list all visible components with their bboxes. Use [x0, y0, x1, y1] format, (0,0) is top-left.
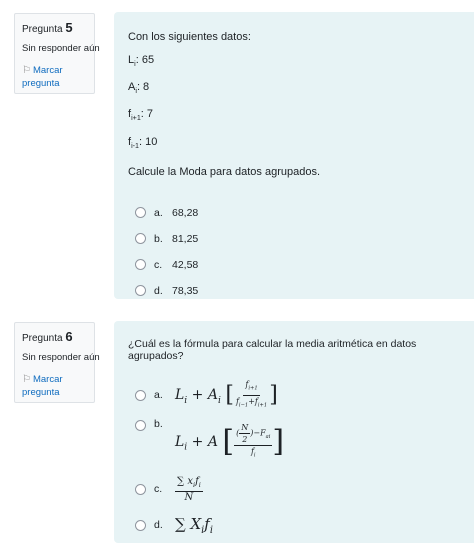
question-state: Sin responder aún	[22, 43, 100, 54]
radio-button[interactable]	[135, 207, 146, 218]
answer-option-d[interactable]: d. 78,35	[128, 278, 470, 304]
flag-label: Marcar pregunta	[22, 65, 63, 89]
answer-option-a[interactable]: a. $L_i + A_i$ [ $\frac{f_{i+1}}{f_{i-1}+f_{i+1}}$ ]	[128, 378, 470, 412]
radio-button[interactable]	[135, 259, 146, 270]
question-5-info	[14, 13, 100, 94]
flag-icon: ⚐	[22, 374, 31, 385]
radio-button[interactable]	[135, 233, 146, 244]
formula-image: $\frac{\sum x_if_i}{N}$	[177, 475, 201, 503]
question-prompt: Calcule la Moda para datos agrupados.	[128, 165, 321, 178]
question-number: Pregunta 5	[22, 20, 73, 35]
question-intro: Con los siguientes datos:	[128, 31, 251, 43]
question-5-content	[114, 12, 474, 299]
radio-button[interactable]	[135, 484, 146, 495]
answer-option-c[interactable]: c. 42,58	[128, 252, 470, 278]
formula-image: ∑ $X_if_i$	[175, 514, 213, 536]
radio-button[interactable]	[135, 390, 146, 401]
formula-image: $L_i + A_i$ [ $\frac{f_{i+1}}{f_{i-1}+f_{i+1}}$ ]	[175, 379, 278, 409]
answer-option-d[interactable]: d. ∑ $X_if_i$	[128, 512, 470, 538]
question-number: Pregunta 6	[22, 329, 73, 344]
flag-icon: ⚐	[22, 65, 31, 76]
data-item: $L_i$: 65	[128, 54, 155, 69]
flag-question-button[interactable]	[22, 373, 94, 399]
data-item: $f_{i-1}$: 10	[128, 135, 158, 150]
question-prompt: ¿Cuál es la fórmula para calcular la media aritmética en datos agrupados?	[128, 338, 417, 362]
answer-option-b[interactable]: b. $L_i + A$ [ ( $\frac{N}{2}$ )$-F_{ai}$ $f_i$ ]	[128, 416, 470, 464]
radio-button[interactable]	[135, 520, 146, 531]
data-item: $f_{i+1}$: 7	[128, 108, 154, 123]
flag-label: Marcar pregunta	[22, 374, 63, 398]
formula-image: $L_i + A$ [ ( $\frac{N}{2}$ )$-F_{ai}$ $f_i$ ]	[175, 423, 285, 459]
question-state: Sin responder aún	[22, 352, 100, 363]
answer-option-b[interactable]: b. 81,25	[128, 226, 470, 252]
flag-question-button[interactable]	[22, 64, 94, 90]
data-item: $A_i$: 8	[128, 81, 150, 96]
question-6-content	[114, 321, 474, 543]
answer-option-a[interactable]: a. 68,28	[128, 200, 470, 226]
radio-button[interactable]	[135, 420, 146, 431]
answer-options	[128, 200, 470, 304]
radio-button[interactable]	[135, 285, 146, 296]
answer-option-c[interactable]: c. $\frac{\sum x_if_i}{N}$	[128, 474, 470, 504]
question-6-info	[14, 322, 100, 403]
